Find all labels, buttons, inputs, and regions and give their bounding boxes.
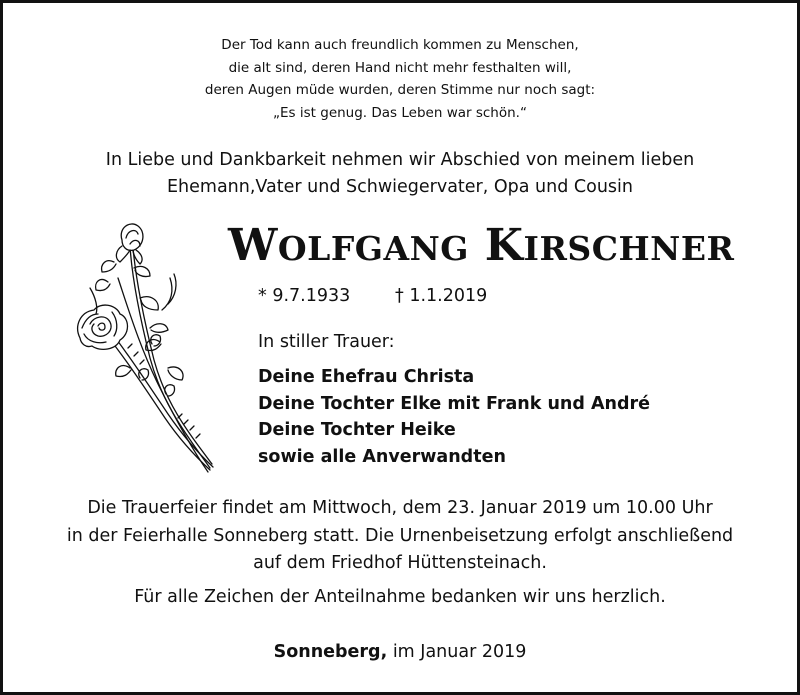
poem-line: die alt sind, deren Hand nicht mehr festhalten will, <box>228 59 572 76</box>
place-city: Sonneberg, <box>273 642 388 662</box>
mourners-list <box>258 364 650 470</box>
last-name-initial: K <box>484 220 524 271</box>
mourner: Deine Ehefrau Christa <box>258 367 475 387</box>
poem-line: deren Augen müde wurden, deren Stimme nur noch sagt: <box>204 82 596 98</box>
place-month: im Januar 2019 <box>392 642 527 662</box>
intro-line-1: In Liebe und Dankbarkeit nehmen wir Abschied von meinem lieben <box>105 150 695 170</box>
life-dates <box>258 286 488 306</box>
deceased-name <box>228 220 735 271</box>
intro-text <box>0 147 800 201</box>
first-name-rest: OLFGANG <box>277 229 469 268</box>
thanks-text: Für alle Zeichen der Anteilnahme bedanken wir uns herzlich. <box>134 587 666 607</box>
funeral-line-3: auf dem Friedhof Hüttensteinach. <box>253 553 547 573</box>
poem <box>0 34 800 124</box>
intro-line-2: Ehemann,Vater und Schwiegervater, Opa und Cousin <box>167 177 633 197</box>
poem-line: Der Tod kann auch freundlich kommen zu Menschen, <box>221 37 579 53</box>
birth-date: * 9.7.1933 <box>258 286 351 306</box>
last-name-rest: IRSCHNER <box>523 229 735 268</box>
mourner: sowie alle Anverwandten <box>258 446 506 467</box>
mourning-heading: In stiller Trauer: <box>258 332 395 352</box>
funeral-line-1: Die Trauerfeier findet am Mittwoch, dem 23. Januar 2019 um 10.00 Uhr <box>87 498 713 518</box>
first-name-initial: W <box>228 220 278 271</box>
place-date <box>0 642 800 662</box>
mourner: Deine Tochter Heike <box>258 420 456 440</box>
mourner: Deine Tochter Elke mit Frank und André <box>258 393 651 414</box>
rose-icon <box>70 218 230 478</box>
funeral-line-2: in der Feierhalle Sonneberg statt. Die Urnenbeisetzung erfolgt anschließend <box>66 525 734 546</box>
death-date: † 1.1.2019 <box>395 286 488 306</box>
poem-line: „Es ist genug. Das Leben war schön.“ <box>273 104 527 121</box>
funeral-details <box>0 495 800 578</box>
